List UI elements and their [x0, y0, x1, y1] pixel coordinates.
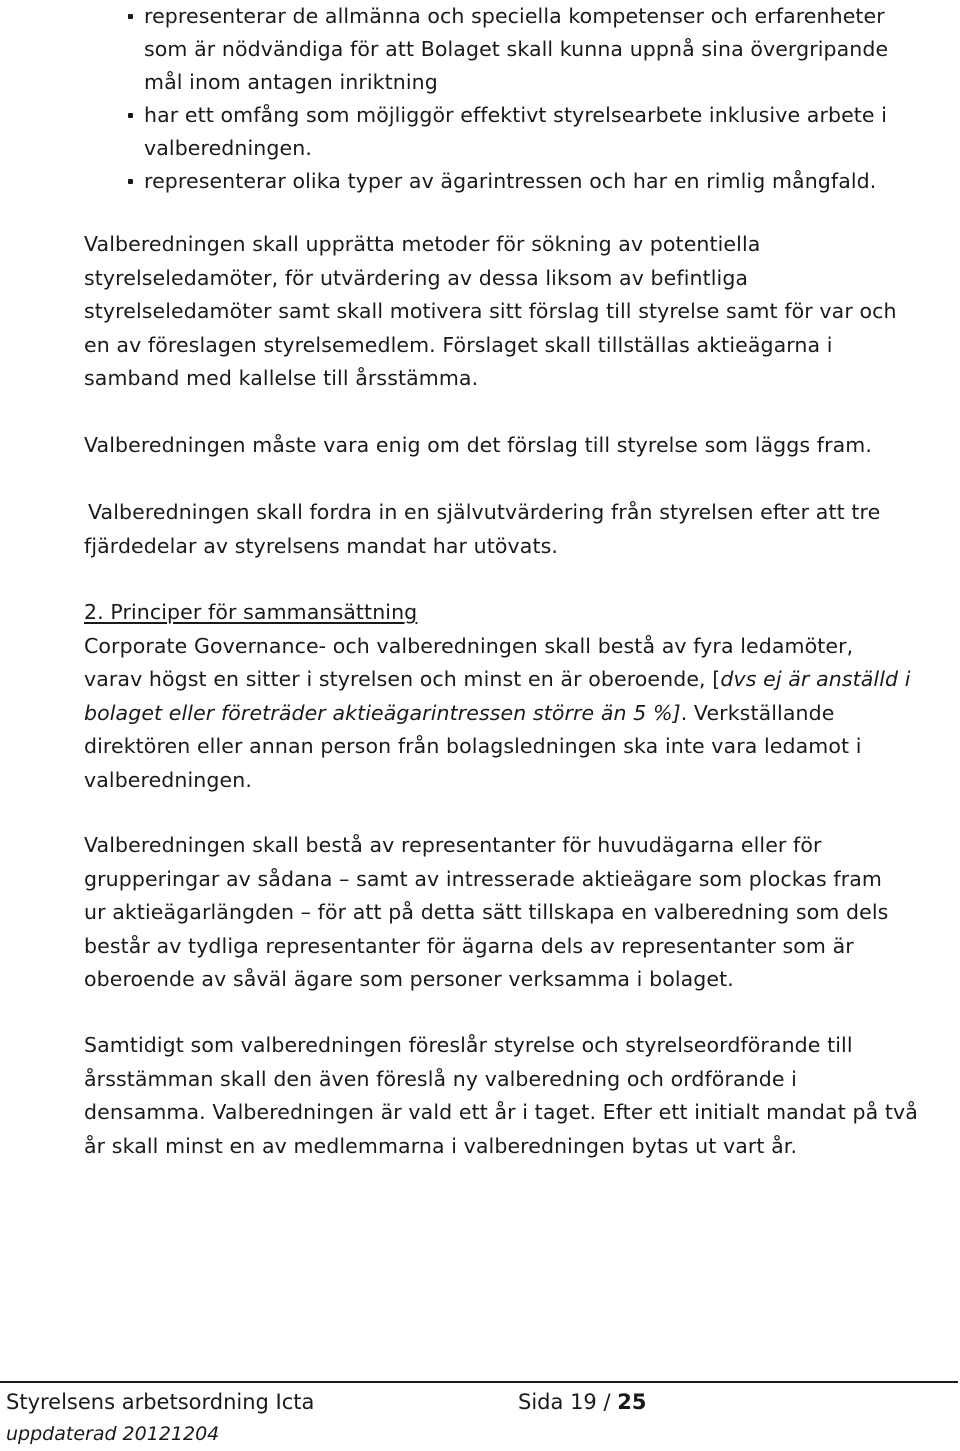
bullet-text: har ett omfång som möjliggör effektivt styrelsearbete inklusive arbete i	[144, 103, 888, 127]
text-line: ur aktieägarlängden – för att på detta sätt tillskapa en valberedning som dels	[84, 900, 889, 924]
bullet-icon	[128, 113, 133, 118]
paragraph-unanimous	[84, 429, 960, 463]
text-line: valberedningen.	[84, 767, 252, 792]
page-separator: /	[603, 1390, 611, 1414]
bullet-text: mål inom antagen inriktning	[144, 70, 438, 94]
text-line: Valberedningen skall fordra in en självutvärdering från styrelsen efter att tre	[88, 500, 881, 524]
text-line: Valberedningen måste vara enig om det förslag till styrelse som läggs fram.	[84, 433, 872, 457]
text-line: oberoende av såväl ägare som personer verksamma i bolaget.	[84, 967, 734, 991]
bullet-icon	[128, 179, 133, 184]
text-line: . Verkställande	[680, 700, 835, 725]
text-line: Corporate Governance- och valberedningen skall bestå av fyra ledamöter,	[84, 633, 854, 658]
bullet-text: representerar olika typer av ägarintressen och har en rimlig mångfald.	[144, 169, 877, 193]
text-line: grupperingar av sådana – samt av intresserade aktieägare som plockas fram	[84, 866, 882, 891]
list-item	[128, 0, 948, 99]
text-line: Valberedningen skall upprätta metoder för sökning av potentiella	[84, 232, 761, 256]
text-line: styrelseledamöter samt skall motivera sitt förslag till styrelse samt för var och	[84, 299, 897, 323]
text-line-italic: dvs ej är anställd i	[720, 667, 911, 691]
updated-date: uppdaterad 20121204	[6, 1423, 220, 1445]
paragraph-nomination	[84, 1029, 960, 1163]
footer-divider	[0, 1381, 958, 1383]
paragraph-self-evaluation	[84, 496, 960, 563]
text-line: samband med kallelse till årsstämma.	[84, 366, 479, 390]
page-total: 25	[617, 1390, 647, 1414]
section-composition	[84, 596, 960, 797]
page-current: 19	[570, 1390, 597, 1414]
text-line: en av föreslagen styrelsemedlem. Förslaget skall tillställas aktieägarna i	[84, 332, 833, 357]
bullet-icon	[128, 14, 133, 19]
list-item	[128, 165, 948, 198]
text-line: år skall minst en av medlemmarna i valberedningen bytas ut vart år.	[84, 1133, 798, 1158]
bullet-list	[128, 0, 948, 198]
text-line: består av tydliga representanter för ägarna dels av representanter som är	[84, 933, 854, 958]
text-line: styrelseledamöter, för utvärdering av dessa liksom av befintliga	[84, 265, 749, 290]
list-item	[128, 99, 948, 165]
paragraph-representatives	[84, 829, 960, 997]
text-line: varav högst en sitter i styrelsen och minst en är oberoende, [	[84, 667, 721, 691]
paragraph-methods	[84, 228, 960, 396]
text-line: Valberedningen skall bestå av representanter för huvudägarna eller för	[84, 833, 822, 857]
page-number	[518, 1387, 646, 1417]
bullet-text: som är nödvändiga för att Bolaget skall kunna uppnå sina övergripande	[144, 37, 889, 61]
text-line: fjärdedelar av styrelsens mandat har utövats.	[84, 533, 558, 558]
page-label: Sida	[518, 1390, 564, 1414]
text-line: Samtidigt som valberedningen föreslår styrelse och styrelseordförande till	[84, 1033, 853, 1057]
section-heading: 2. Principer för sammansättning	[84, 600, 418, 624]
footer-title: Styrelsens arbetsordning Icta	[6, 1390, 315, 1414]
bullet-text: representerar de allmänna och speciella kompetenser och erfarenheter	[144, 4, 885, 28]
text-line-italic: bolaget eller företräder aktieägarintressen större än 5 %]	[84, 700, 681, 725]
text-line: densamma. Valberedningen är vald ett år i taget. Efter ett initialt mandat på två	[84, 1100, 918, 1124]
text-line: årsstämman skall den även föreslå ny valberedning och ordförande i	[84, 1066, 797, 1091]
bullet-text: valberedningen.	[144, 136, 312, 160]
text-line: direktören eller annan person från bolagsledningen ska inte vara ledamot i	[84, 734, 862, 758]
